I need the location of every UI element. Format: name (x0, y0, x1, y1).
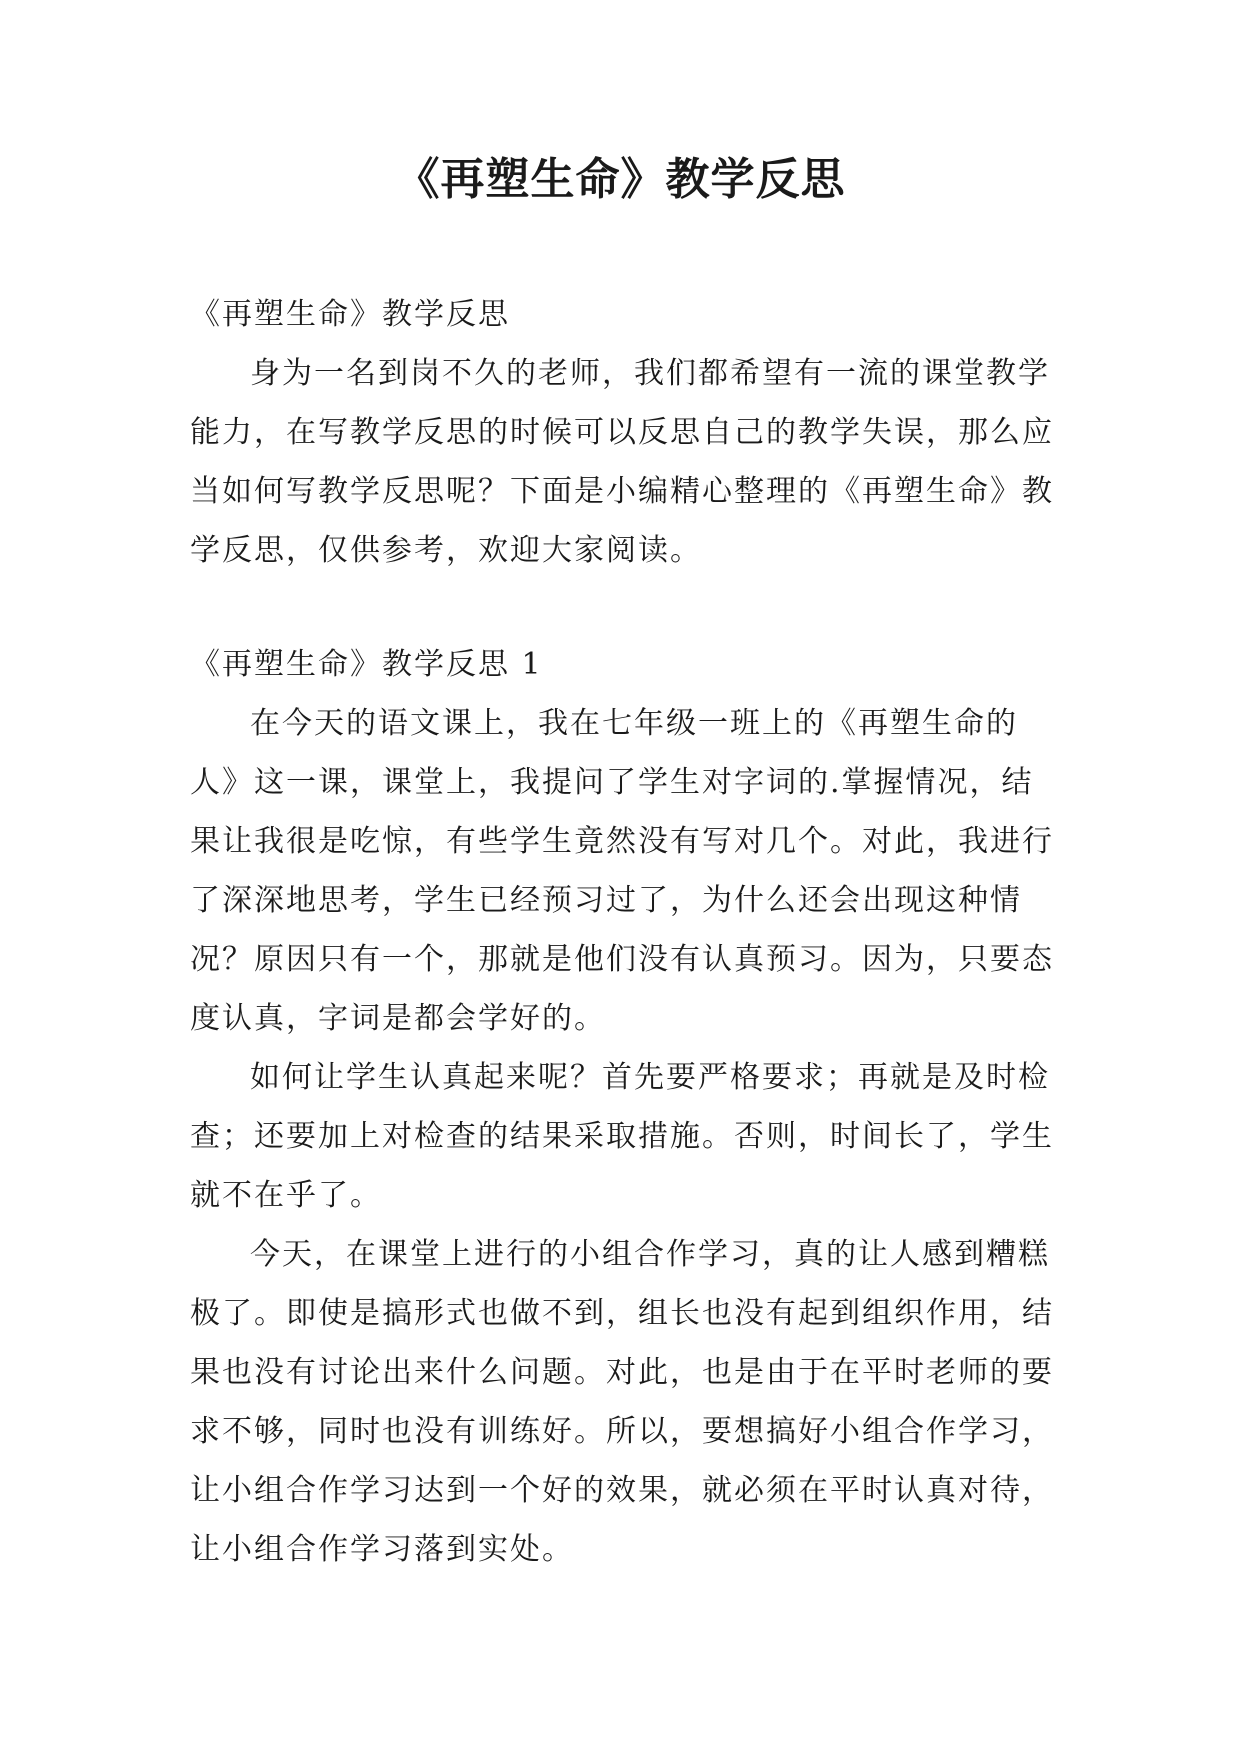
section1-heading: 《再塑生命》教学反思 1 (190, 647, 543, 682)
document-body (190, 285, 1056, 1579)
section-spacer (190, 580, 1056, 635)
section1-paragraph-2: 如何让学生认真起来呢？首先要严格要求；再就是及时检查；还要加上对检查的结果采取措施。否则，时间长了，学生就不在乎了。 (190, 1060, 1054, 1213)
section1-paragraph-3: 今天，在课堂上进行的小组合作学习，真的让人感到糟糕极了。即使是搞形式也做不到，组长也没有起到组织作用，结果也没有讨论出来什么问题。对此，也是由于在平时老师的要求不够，同时也没有训练好。所以，要想搞好小组合作学习，让小组合作学习达到一个好的效果，就必须在平时认真对待，让小组合作学习落到实处。 (190, 1237, 1054, 1567)
intro-heading: 《再塑生命》教学反思 (190, 297, 510, 332)
intro-paragraph: 身为一名到岗不久的老师，我们都希望有一流的课堂教学能力，在写教学反思的时候可以反思自己的教学失误，那么应当如何写教学反思呢？下面是小编精心整理的《再塑生命》教学反思，仅供参考，欢迎大家阅读。 (190, 356, 1054, 568)
section1-paragraph-1: 在今天的语文课上，我在七年级一班上的《再塑生命的人》这一课，课堂上，我提问了学生对字词的.掌握情况，结果让我很是吃惊，有些学生竟然没有写对几个。对此，我进行了深深地思考，学生已经预习过了，为什么还会出现这种情况？原因只有一个，那就是他们没有认真预习。因为，只要态度认真，字词是都会学好的。 (190, 706, 1054, 1036)
document-title: 《再塑生命》教学反思 (395, 154, 846, 205)
